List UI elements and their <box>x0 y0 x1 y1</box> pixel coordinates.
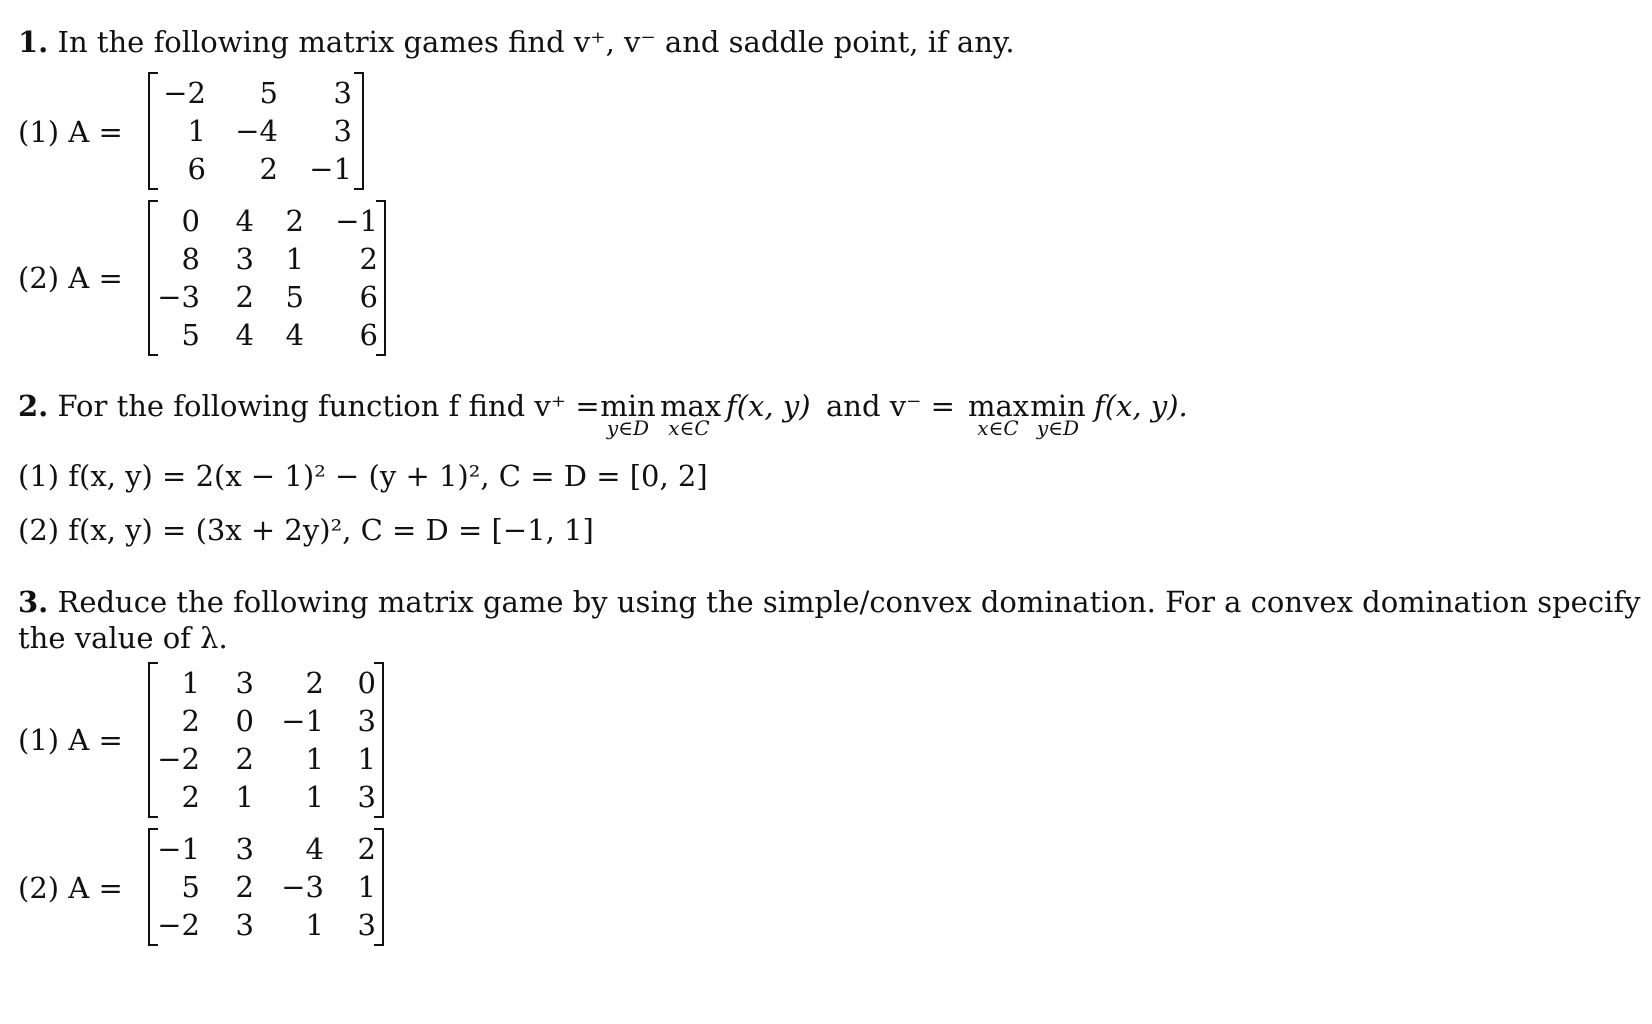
matrix-cell: 2 <box>359 242 378 276</box>
matrix-cell: 2 <box>285 204 304 238</box>
matrix-cell: 2 <box>235 280 254 314</box>
min-subscript: y∈D <box>606 416 650 440</box>
matrix-row <box>150 702 382 740</box>
min2-operator: min <box>1030 389 1086 423</box>
matrix-row <box>150 316 384 354</box>
matrix-row <box>150 830 382 868</box>
matrix-row <box>150 778 382 816</box>
matrix-row <box>150 868 382 906</box>
problem2-part1: (1) f(x, y) = 2(x − 1)² − (y + 1)², C = D = [0, 2] <box>18 459 708 493</box>
problem1-part2-label: (2) A = <box>18 261 123 295</box>
problem2-heading <box>18 389 600 423</box>
problem2-fxy-1: f(x, y) <box>726 389 811 423</box>
matrix-cell: 8 <box>181 242 200 276</box>
max-operator: max <box>660 389 722 423</box>
matrix-cell: 4 <box>235 204 254 238</box>
matrix-cell: 3 <box>235 832 254 866</box>
matrix-cell: −1 <box>335 204 378 238</box>
matrix-cell: 4 <box>235 318 254 352</box>
matrix-cell: −2 <box>157 908 200 942</box>
problem1-statement: In the following matrix games find v⁺, v⁻ and saddle point, if any. <box>57 25 1015 59</box>
matrix-cell: −3 <box>157 280 200 314</box>
problem1-part1-matrix <box>148 74 364 188</box>
problem1-number: 1. <box>18 25 49 59</box>
problem3-part1-matrix <box>148 664 384 816</box>
problem3-number: 3. <box>18 585 49 619</box>
max2-operator: max <box>968 389 1030 423</box>
matrix-cell: 2 <box>357 832 376 866</box>
matrix-cell: 6 <box>187 152 206 186</box>
problem1-part2-matrix <box>148 202 386 354</box>
matrix-cell: 0 <box>357 666 376 700</box>
matrix-cell: 1 <box>235 780 254 814</box>
matrix-cell: 3 <box>357 780 376 814</box>
matrix-cell: 5 <box>285 280 304 314</box>
matrix-cell: 1 <box>285 242 304 276</box>
matrix-row <box>150 202 384 240</box>
problem2-and-text: and v⁻ = <box>826 389 955 423</box>
matrix-cell: −3 <box>281 870 324 904</box>
matrix-cell: 2 <box>235 742 254 776</box>
matrix-cell: −2 <box>163 76 206 110</box>
matrix-cell: 3 <box>235 908 254 942</box>
matrix-cell: 1 <box>181 666 200 700</box>
problem3-part2-matrix <box>148 830 384 944</box>
problem2-part2: (2) f(x, y) = (3x + 2y)², C = D = [−1, 1] <box>18 513 594 547</box>
matrix-row <box>150 150 362 188</box>
matrix-cell: 2 <box>181 704 200 738</box>
matrix-row <box>150 664 382 702</box>
matrix-cell: 4 <box>285 318 304 352</box>
problem3-part1-label: (1) A = <box>18 723 123 757</box>
matrix-cell: 3 <box>357 704 376 738</box>
min2-subscript: y∈D <box>1036 416 1080 440</box>
problem2-fxy-2: f(x, y). <box>1094 389 1188 423</box>
problem3-statement-line2: the value of λ. <box>18 621 228 655</box>
matrix-cell: 4 <box>305 832 324 866</box>
matrix-row <box>150 240 384 278</box>
matrix-cell: 3 <box>235 666 254 700</box>
matrix-cell: 6 <box>359 280 378 314</box>
matrix-cell: 3 <box>235 242 254 276</box>
problem3-statement-line1: Reduce the following matrix game by using the simple/convex domination. For a convex domination specify <box>57 585 1641 619</box>
problem2-number: 2. <box>18 389 49 423</box>
matrix-cell: 1 <box>357 870 376 904</box>
matrix-cell: 0 <box>235 704 254 738</box>
matrix-cell: 6 <box>359 318 378 352</box>
matrix-cell: 1 <box>187 114 206 148</box>
matrix-cell: −4 <box>235 114 278 148</box>
problem2-statement-start: For the following function f find v⁺ = <box>57 389 600 423</box>
matrix-cell: 1 <box>357 742 376 776</box>
matrix-cell: −1 <box>157 832 200 866</box>
problem1-heading <box>18 25 1015 59</box>
matrix-row <box>150 740 382 778</box>
matrix-row <box>150 278 384 316</box>
matrix-cell: −2 <box>157 742 200 776</box>
matrix-cell: −1 <box>309 152 352 186</box>
matrix-row <box>150 906 382 944</box>
problem1-part1-label: (1) A = <box>18 115 123 149</box>
matrix-cell: 2 <box>181 780 200 814</box>
matrix-cell: 5 <box>181 318 200 352</box>
matrix-cell: 5 <box>259 76 278 110</box>
matrix-cell: 1 <box>305 742 324 776</box>
matrix-cell: 1 <box>305 780 324 814</box>
matrix-cell: 3 <box>333 76 352 110</box>
matrix-cell: 0 <box>181 204 200 238</box>
matrix-row <box>150 112 362 150</box>
matrix-cell: 1 <box>305 908 324 942</box>
min-operator: min <box>600 389 656 423</box>
max2-subscript: x∈C <box>977 416 1019 440</box>
matrix-cell: 3 <box>333 114 352 148</box>
matrix-cell: 2 <box>305 666 324 700</box>
matrix-cell: −1 <box>281 704 324 738</box>
max-subscript: x∈C <box>668 416 710 440</box>
matrix-cell: 3 <box>357 908 376 942</box>
matrix-cell: 2 <box>259 152 278 186</box>
problem3-heading <box>18 585 1641 619</box>
matrix-row <box>150 74 362 112</box>
matrix-cell: 5 <box>181 870 200 904</box>
matrix-cell: 2 <box>235 870 254 904</box>
problem3-part2-label: (2) A = <box>18 871 123 905</box>
